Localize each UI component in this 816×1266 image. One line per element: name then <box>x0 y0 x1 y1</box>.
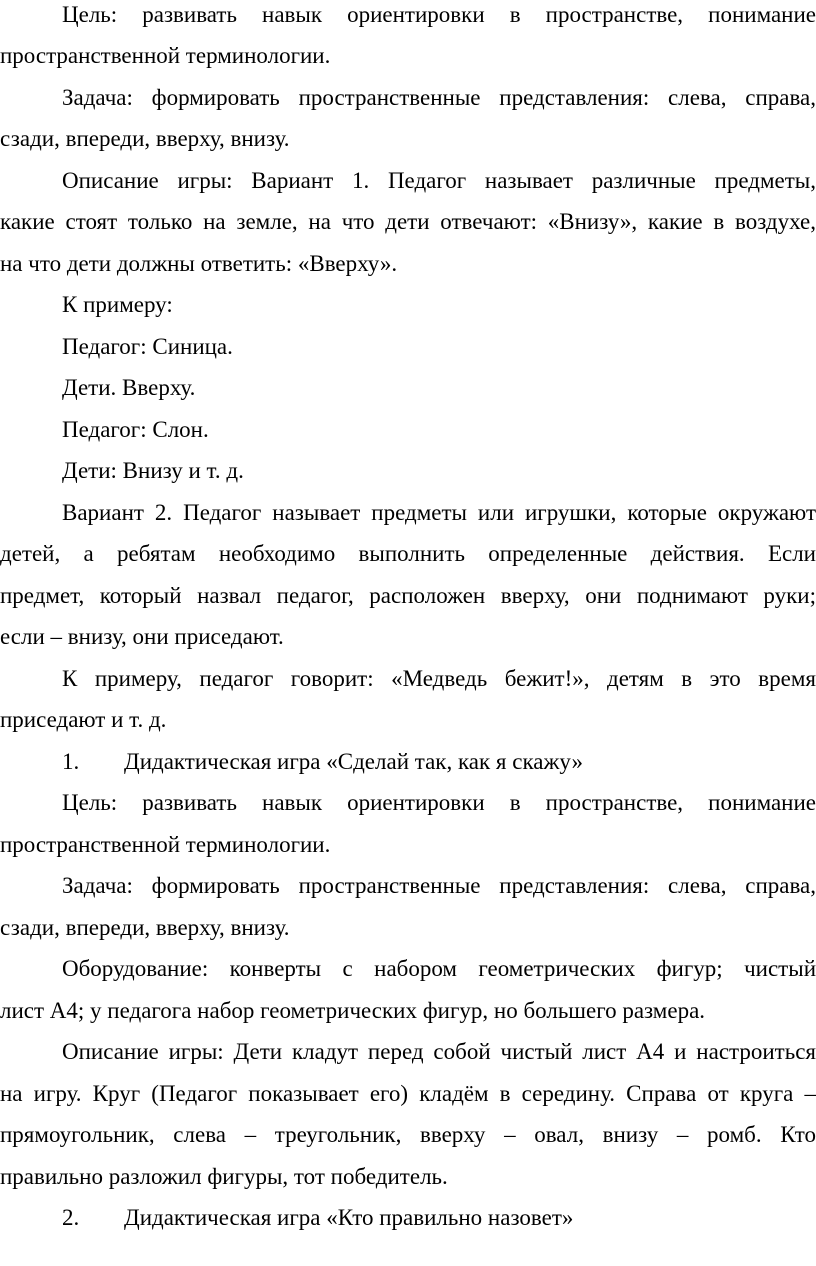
example2-line-1: К примеру, педагог говорит: «Медведь бежит!», детям в это время <box>62 666 816 691</box>
variant2-line-4: если – внизу, они приседают. <box>0 624 284 649</box>
dialog-line-3: Педагог: Слон. <box>62 417 209 442</box>
description-line-1: Описание игры: Вариант 1. Педагог называет различные предметы, <box>62 168 816 193</box>
goal2-line-1: Цель: развивать навык ориентировки в пространстве, понимание <box>62 790 816 815</box>
list-item-number: 2. <box>62 1205 80 1230</box>
variant2-line-1: Вариант 2. Педагог называет предметы или игрушки, которые окружают <box>62 500 816 525</box>
description2-line-4: правильно разложил фигуры, тот победитель. <box>0 1164 448 1189</box>
description-line-3: на что дети должны ответить: «Вверху». <box>0 251 398 276</box>
description2-line-1: Описание игры: Дети кладут перед собой чистый лист А4 и настроиться <box>62 1039 816 1064</box>
example2-line-2: приседают и т. д. <box>0 707 167 732</box>
equipment-line-2: лист А4; у педагога набор геометрических фигур, но большего размера. <box>0 998 706 1023</box>
variant2-line-2: детей, а ребятам необходимо выполнить определенные действия. Если <box>0 541 816 566</box>
list-item-title: Дидактическая игра «Сделай так, как я скажу» <box>124 749 583 774</box>
description-line-2: какие стоят только на земле, на что дети отвечают: «Внизу», какие в воздухе, <box>0 209 816 234</box>
list-item-1 <box>0 747 816 777</box>
goal-line-2: пространственной терминологии. <box>0 43 331 68</box>
task2-line-1: Задача: формировать пространственные представления: слева, справа, <box>62 873 816 898</box>
list-item-title: Дидактическая игра «Кто правильно назовет» <box>124 1205 574 1230</box>
equipment-line-1: Оборудование: конверты с набором геометрических фигур; чистый <box>62 956 816 981</box>
goal2-line-2: пространственной терминологии. <box>0 832 331 857</box>
dialog-line-1: Педагог: Синица. <box>62 334 233 359</box>
task-line-1: Задача: формировать пространственные представления: слева, справа, <box>62 85 816 110</box>
task2-line-2: сзади, впереди, вверху, внизу. <box>0 915 290 940</box>
example-heading: К примеру: <box>62 292 173 317</box>
task-line-2: сзади, впереди, вверху, внизу. <box>0 126 290 151</box>
description2-line-3: прямоугольник, слева – треугольник, вверху – овал, внизу – ромб. Кто <box>0 1122 816 1147</box>
list-item-2 <box>0 1203 816 1233</box>
dialog-line-2: Дети. Вверху. <box>62 375 196 400</box>
description2-line-2: на игру. Круг (Педагог показывает его) кладём в середину. Справа от круга – <box>0 1081 816 1106</box>
list-item-number: 1. <box>62 749 80 774</box>
dialog-line-4: Дети: Внизу и т. д. <box>62 458 244 483</box>
variant2-line-3: предмет, который назвал педагог, расположен вверху, они поднимают руки; <box>0 583 816 608</box>
goal-line-1: Цель: развивать навык ориентировки в пространстве, понимание <box>62 2 816 27</box>
